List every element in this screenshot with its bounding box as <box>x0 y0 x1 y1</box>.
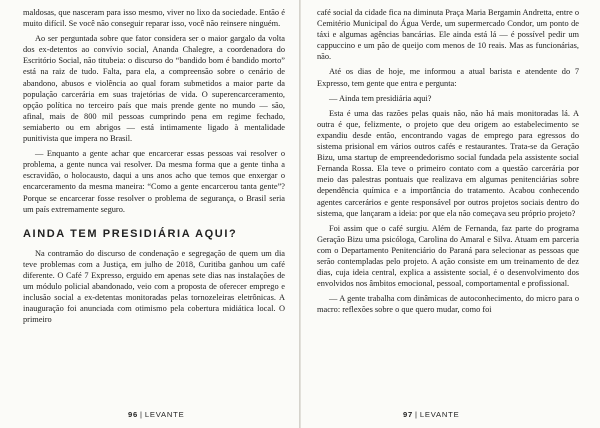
folio-separator: | <box>415 410 418 419</box>
paragraph: maldosas, que nasceram para isso mesmo, viver no lixo da sociedade. Então é muito difícil. Se você não conseguir reparar isso, você não reinsere ninguém. <box>23 8 285 29</box>
page-number: 97 <box>403 410 414 419</box>
left-folio <box>128 410 184 419</box>
paragraph: Na contramão do discurso de condenação e segregação de quem um dia teve problemas com a Justiça, em julho de 2018, Curitiba ganhou um café diferente. O Café 7 Expresso, erguido em apenas sete dias nas instalações de um módulo policial abandonado, veio com a proposta de oferecer emprego e inclusão social a ex-detentas monitoradas pelas tornozeleiras eletrônicas. A inauguração foi anunciada com otimismo pela cobertura midiática local. O primeiro <box>23 248 285 325</box>
paragraph: Esta é uma das razões pelas quais não, não há mais monitoradas lá. A outra é que, felizmente, o projeto que deu origem ao estabelecimento se expandiu desde então, encontrando vagas de emprego para egressos do sistema prisional em vários outros cafés e restaurantes. Trata-se da Geração Bizu, uma startup de empreendedorismo social fundada pela assistente social Fernanda Rossa. Ela teve o primeiro contato com a questão carcerária por meio das palestras pontuais que realizava em algumas penitenciárias sobre dependência química e a importância do tratamento. Acabou conhecendo agentes carcerários e gente responsável por outros projetos sociais dentro do sistema, que lançaram a ideia: por que ela não começava seu próprio projeto? <box>317 108 579 218</box>
right-page <box>301 0 600 428</box>
right-text-column <box>317 7 579 402</box>
folio-separator: | <box>140 410 143 419</box>
paragraph: Foi assim que o café surgiu. Além de Fernanda, faz parte do programa Geração Bizu uma psicóloga, Carolina do Amaral e Silva. Atuam em parceria com o Departamento Penitenciário do Paraná para selecionar as pessoas que serão contempladas pelo projeto. A ação consiste em um treinamento de dez dias, cuja ideia central, explica a assistente social, é o desenvolvimento dos envolvidos nos âmbitos emocional, pessoal, comportamental e profissional. <box>317 223 579 289</box>
section-heading: AINDA TEM PRESIDIÁRIA AQUI? <box>23 227 238 240</box>
page-number: 96 <box>128 410 139 419</box>
right-folio <box>403 410 459 419</box>
running-title: LEVANTE <box>144 410 185 419</box>
dialog-paragraph: — Enquanto a gente achar que encarcerar essas pessoas vai resolver o problema, a gente nunca vai resolver. Da mesma forma que a gente tinha a escravidão, o holocausto, daqui a uns anos acho que temos que enxergar o encarceramento da mesma maneira: “Como a gente encarcerou tanta gente”? Porque se encarcerar fosse resolver o problema de segurança, o Brasil seria um país extremamente seguro. <box>23 149 285 214</box>
paragraph: Ao ser perguntada sobre que fator considera ser o maior gargalo da volta dos ex-detentos ao convívio social, Ananda Chalegre, a coordenadora do Escritório Social, não titubeia: o discurso do “bandido bom é bandido morto” está na raiz de tudo. Falta, para ela, a compreensão sobre o cenário de abandono, abusos e violência ao qual foram submetidos a maior parte da população carcerária em suas trajetórias de vida. O superencarceramento, opção política no terceiro país que mais prende gente no mundo — são, afinal, mais de 800 mil pessoas cumprindo pena em regime fechado, semiaberto ou em abrigos — está intimamente ligado à mentalidade punitivista que impera no Brasil. <box>23 34 285 144</box>
left-page <box>0 0 299 428</box>
dialog-paragraph: — Ainda tem presidiária aqui? <box>329 93 432 103</box>
dialog-paragraph: — A gente trabalha com dinâmicas de autoconhecimento, do micro para o macro: reflexões sobre o que quero mudar, como foi <box>317 294 579 315</box>
left-text-column <box>23 7 285 402</box>
running-title: LEVANTE <box>419 410 460 419</box>
paragraph: Até os dias de hoje, me informou a atual barista e atendente do 7 Expresso, tem gente que entra e pergunta: <box>317 67 579 88</box>
paragraph: café social da cidade fica na diminuta Praça Maria Bergamin Andretta, entre o Cemitério Municipal do Água Verde, um supermercado Condor, um ponto de táxi e algumas agências bancárias. Ele ainda está lá — é possível pedir um cappuccino e um pão de queijo com menos de 10 reais. Mas as funcionárias, não. <box>317 8 579 62</box>
